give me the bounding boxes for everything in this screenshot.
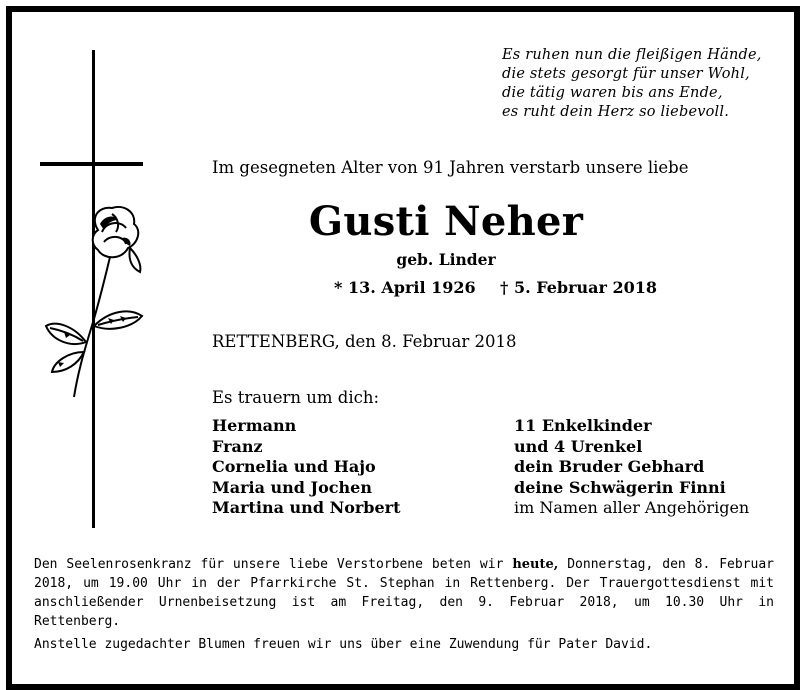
mourners-right-column [514, 416, 749, 519]
death-date: † 5. Februar 2018 [500, 278, 658, 297]
mourner-name: Franz [212, 436, 263, 456]
mourner-name: Hermann [212, 416, 297, 435]
notice-highlight: heute, [512, 557, 559, 572]
mourner-name: Maria und Jochen [212, 477, 372, 497]
mourner-name: Martina und Norbert [212, 498, 401, 517]
intro-text: Im gesegneten Alter von 91 Jahren verstarb unsere liebe [212, 158, 689, 177]
birth-date: * 13. April 1926 [334, 278, 476, 297]
mourner-name: deine Schwägerin Finni [514, 477, 726, 497]
mourner-name: dein Bruder Gebhard [514, 457, 705, 476]
mourner-name: 11 Enkelkinder [514, 416, 652, 435]
poem-line: es ruht dein Herz so liebevoll. [502, 104, 730, 120]
obituary-frame [6, 6, 800, 690]
cross-horizontal-beam [40, 162, 143, 166]
mourners-left-column [212, 416, 400, 519]
mourner-name: Cornelia und Hajo [212, 457, 376, 476]
flowers-notice: Anstelle zugedachter Blumen freuen wir uns über eine Zuwendung für Pater David. [34, 637, 653, 652]
deceased-name: Gusti Neher [308, 198, 584, 245]
mourner-name: und 4 Urenkel [514, 436, 643, 456]
rosary-notice: Den Seelenrosenkranz für unsere liebe Verstorbene beten wir heute, Donnerstag, den 8. Februar 2018, um 19.00 Uhr in der Pfarrkirche St. Stephan in Rettenberg. Der Trauergottesdienst mit anschließender Urnenbeisetzung ist am Freitag, den 9. Februar 2018, um 10.30 Uhr in Rettenberg. [34, 557, 774, 629]
place-date: RETTENBERG, den 8. Februar 2018 [212, 332, 517, 351]
poem-line: die tätig waren bis ans Ende, [502, 85, 723, 101]
poem-line: Es ruhen nun die fleißigen Hände, [502, 47, 762, 63]
mourners-heading: Es trauern um dich: [212, 388, 380, 407]
mourner-closing: im Namen aller Angehörigen [514, 498, 750, 517]
poem-line: die stets gesorgt für unser Wohl, [502, 66, 750, 82]
poem [502, 46, 782, 122]
service-notice [34, 555, 774, 654]
maiden-name: geb. Linder [396, 250, 496, 269]
